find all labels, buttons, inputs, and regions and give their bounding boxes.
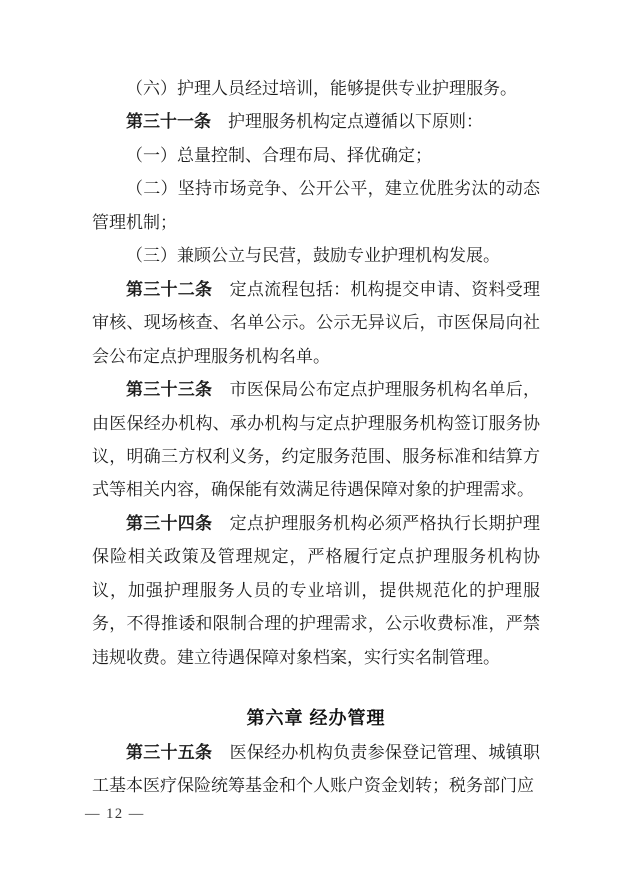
paragraph-text: 医保经办机构负责参保登记管理、城镇职工基本医疗保险统筹基金和个人账户资金划转；税务部门应 xyxy=(92,742,541,796)
article-term: 第三十二条 xyxy=(126,279,213,299)
article-term: 第三十五条 xyxy=(126,742,213,762)
page-number: — 12 — xyxy=(85,806,145,822)
article-term: 第三十一条 xyxy=(126,112,211,132)
paragraph xyxy=(92,172,540,239)
paragraph-text: （三）兼顾公立与民营，鼓励专业护理机构发展。 xyxy=(126,246,500,266)
paragraph-text: （六）护理人员经过培训，能够提供专业护理服务。 xyxy=(126,79,517,98)
paragraph xyxy=(92,139,540,172)
paragraph xyxy=(92,105,540,138)
paragraph xyxy=(92,373,540,507)
paragraph-text: 定点流程包括：机构提交申请、资料受理审核、现场核查、名单公示。公示无异议后，市医保局向社会公布定点护理服务机构名单。 xyxy=(92,279,541,366)
paragraph xyxy=(92,72,540,105)
chapter-heading: 第六章 经办管理 xyxy=(246,708,386,729)
paragraph xyxy=(92,273,540,373)
paragraph-text: 定点护理服务机构必须严格执行长期护理保险相关政策及管理规定，严格履行定点护理服务机构协议，加强护理服务人员的专业培训，提供规范化的护理服务，不得推诿和限制合理的护理需求，公示收费标准，严禁违规收费。建立待遇保障对象档案，实行实名制管理。 xyxy=(92,513,541,667)
article-term: 第三十四条 xyxy=(126,513,213,533)
paragraph xyxy=(92,239,540,272)
article-term: 第三十三条 xyxy=(126,380,213,400)
paragraph-text: 护理服务机构定点遵循以下原则： xyxy=(211,112,483,132)
paragraph-text: 市医保局公布定点护理服务机构名单后，由医保经办机构、承办机构与定点护理服务机构签订服务协议，明确三方权利义务，约定服务范围、服务标准和结算方式等相关内容，确保能有效满足待遇保障对象的护理需求。 xyxy=(92,380,541,500)
paragraph xyxy=(92,736,540,803)
paragraph-text: （二）坚持市场竞争、公开公平，建立优胜劣汰的动态管理机制； xyxy=(92,179,540,232)
paragraph-text: （一）总量控制、合理布局、择优确定； xyxy=(126,145,432,165)
paragraph xyxy=(92,507,540,674)
document-body-text xyxy=(92,72,540,803)
